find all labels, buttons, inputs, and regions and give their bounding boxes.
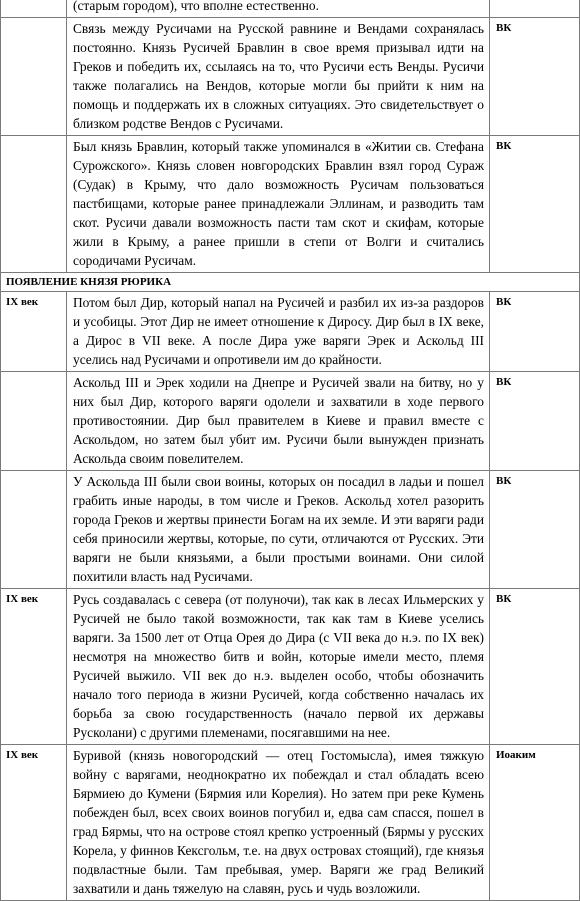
period-cell: IX век xyxy=(1,589,67,745)
section-header-row xyxy=(1,273,580,292)
section-title: ПОЯВЛЕНИЕ КНЯЗЯ РЮРИКА xyxy=(1,273,580,292)
event-text: Связь между Русичами на Русской равнине и Вендами сохранялась постоянно. Князь Русичей Бравлин в свое время призывал идти на Греков и победить их, ссылаясь на то, что Русичи есть Венды. Русичи также полагались на Вендов, которые могли бы прийти к ним на помощь и поддержать их в сложных ситуациях. Это свидетельствует о близком родстве Вендов с Русичами. xyxy=(73,21,484,131)
source-cell: ВК xyxy=(490,136,580,273)
event-text: У Аскольда III были свои воины, которых он посадил в ладьи и пошел грабить иные народы, в том числе и Греков. Аскольд хотел разорить города Греков и жертвы принести Богам на их земле. И эти варяги ради себя приносили жертвы, которые, по сути, отличаются от Русских. Эти варяги не были князьями, а были простыми воинами. Они силой похитили власть над Русичами. xyxy=(73,474,484,584)
event-text: (старым городом), что вполне естественно. xyxy=(73,0,319,13)
event-text-cell xyxy=(67,471,490,589)
period-cell xyxy=(1,0,67,18)
event-text-cell xyxy=(67,18,490,136)
event-text-cell xyxy=(67,372,490,471)
event-text-cell xyxy=(67,292,490,372)
event-text: Русь создавалась с севера (от полуночи), так как в лесах Ильмерских у Русичей не было такой возможности, так как там в Киеве уселись варяги. За 1500 лет от Отца Орея до Дира (с VII века до н.э. по IX век) несмотря на множество битв и войн, которые имели место, племя Русичей выжило. VII век до н.э. выделен особо, чтобы обозначить начало того периода в жизни Русичей, когда собственно началась их борьба за свою государственность (начало первой их державы Русколани) с другими племенами, посягавшими на нее. xyxy=(73,592,484,740)
source-cell: ВК xyxy=(490,18,580,136)
source-cell: ВК xyxy=(490,292,580,372)
table-row xyxy=(1,0,580,18)
event-text-cell xyxy=(67,0,490,18)
event-text-cell xyxy=(67,136,490,273)
table-row xyxy=(1,372,580,471)
source-cell xyxy=(490,0,580,18)
event-text-cell xyxy=(67,589,490,745)
table-row xyxy=(1,136,580,273)
source-cell: ВК xyxy=(490,589,580,745)
period-cell xyxy=(1,471,67,589)
table-row xyxy=(1,292,580,372)
source-cell: ВК xyxy=(490,372,580,471)
event-text: Потом был Дир, который напал на Русичей и разбил их из-за раздоров и усобицы. Этот Дир не имеет отношение к Диросу. Дир был в IX веке, а Дирос в VII веке. А после Дира уже варяги Эрек и Аскольд III уселись над Русичами и опротивели им до крайности. xyxy=(73,295,484,367)
table-row xyxy=(1,589,580,745)
table-row xyxy=(1,745,580,901)
event-text: Аскольд III и Эрек ходили на Днепре и Русичей звали на битву, но у них был Дир, которого варяги одолели и захватили в ходе первого противостоянии. Дир был правителем в Киеве и правил вместе с Аскольдом, но затем был убит им. Русичи были вынужден признать Аскольда своим повелителем. xyxy=(73,375,484,466)
table-row xyxy=(1,18,580,136)
period-cell xyxy=(1,136,67,273)
event-text: Буривой (князь новогородский — отец Гостомысла), имея тяжкую войну с варягами, неоднократно их побеждал и стал обладать всею Бярмиею до Кумени (Бярмия или Корелия). Но затем при реке Кумень побежден был, всех своих воинов погубил и, едва сам спасся, пошел в град Бярмы, что на острове стоял крепко устроенный (Бярмы у русских Корела, у финнов Кексгольм, т.е. на двух островах стоящий), где князья подвластные были. Там пребывая, умер. Варяги же град Великий захватили и дань тяжелую на славян, русь и чудь возложили. xyxy=(73,748,484,896)
event-text: Был князь Бравлин, который также упоминался в «Житии св. Стефана Сурожского». Князь словен новгородских Бравлин взял город Сураж (Судак) в Крыму, что дало возможность Русичам пользоваться пастбищами, которые ранее принадлежали Эллинам, и разводить там скот. Русичи давали возможность пасти там скот и скифам, которые жили в Крыму, а ранее пришли в степи от Волги и считались сородичами Русичам. xyxy=(73,139,484,268)
period-cell xyxy=(1,18,67,136)
period-cell xyxy=(1,372,67,471)
source-cell: ВК xyxy=(490,471,580,589)
period-cell: IX век xyxy=(1,292,67,372)
source-cell: Иоаким xyxy=(490,745,580,901)
period-cell: IX век xyxy=(1,745,67,901)
table-row xyxy=(1,471,580,589)
event-text-cell xyxy=(67,745,490,901)
